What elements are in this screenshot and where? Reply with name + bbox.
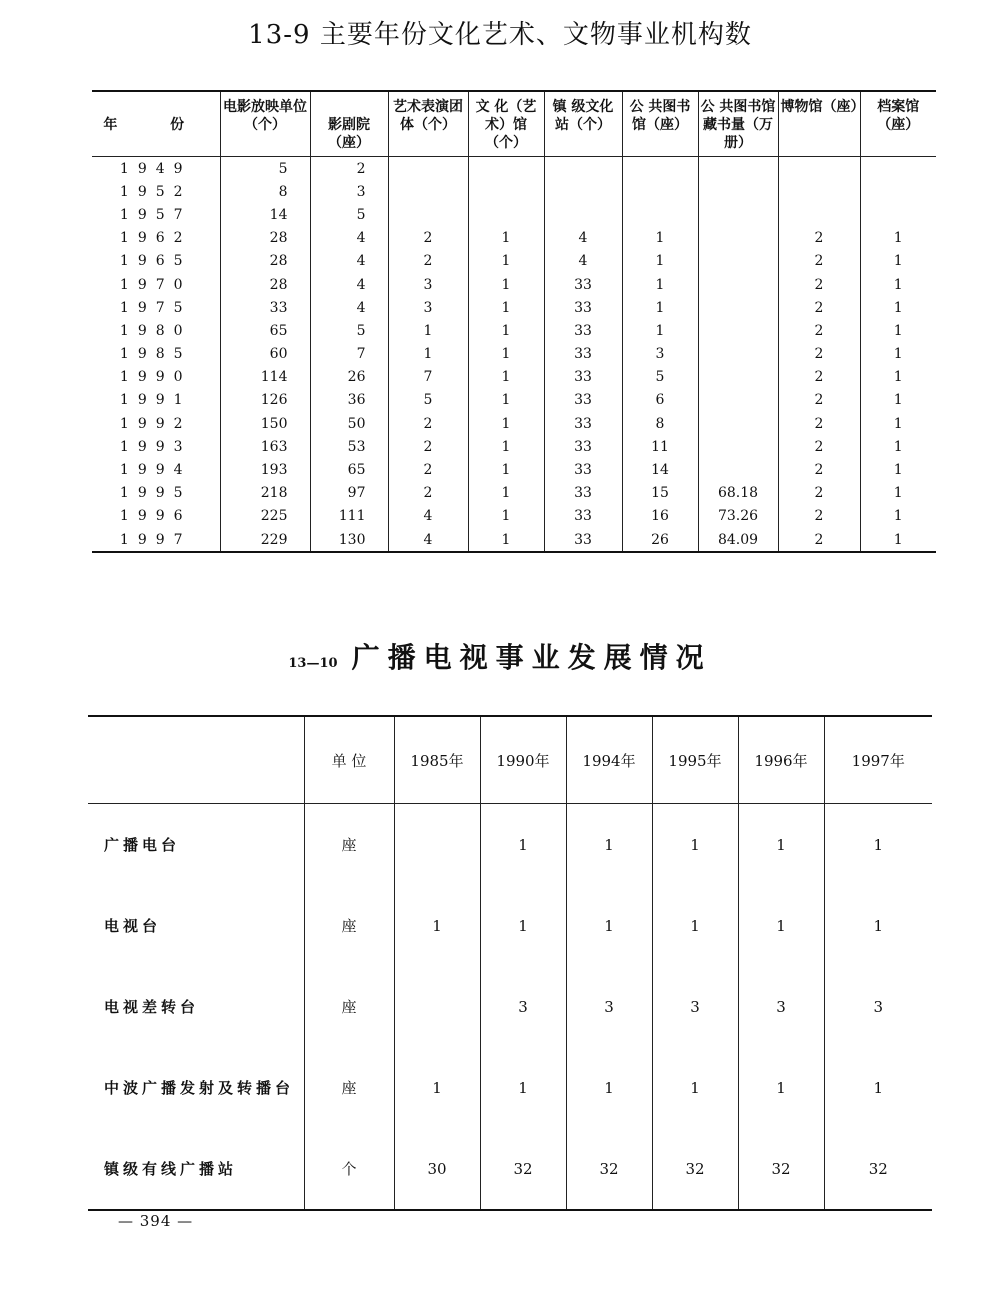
value-cell: 8	[622, 412, 698, 435]
value-cell: 2	[388, 227, 468, 250]
year-cell: 1957	[119, 206, 192, 223]
value-cell	[860, 157, 936, 181]
value-cell: 1	[860, 412, 936, 435]
value-cell: 2	[778, 412, 860, 435]
value-cell: 1	[468, 227, 544, 250]
value-cell: 65	[220, 319, 310, 342]
header-museum: 博物馆（座）	[778, 91, 860, 157]
value-cell: 33	[544, 319, 622, 342]
table1-title: 13-9 主要年份文化艺术、文物事业机构数	[248, 20, 752, 50]
value-cell	[468, 180, 544, 203]
value-cell: 1	[480, 885, 566, 966]
item-cell: 广播电台	[104, 836, 181, 854]
value-cell: 2	[778, 343, 860, 366]
value-cell: 30	[394, 1128, 480, 1210]
year-cell: 1993	[119, 438, 192, 455]
value-cell: 33	[544, 273, 622, 296]
table-row	[92, 227, 936, 250]
value-cell: 53	[310, 435, 388, 458]
table-row	[92, 343, 936, 366]
value-cell	[468, 157, 544, 181]
value-cell	[698, 250, 778, 273]
table-row	[88, 966, 932, 1047]
value-cell: 16	[622, 505, 698, 528]
value-cell: 1	[860, 505, 936, 528]
table-row	[92, 458, 936, 481]
value-cell: 1	[468, 296, 544, 319]
value-cell: 1	[566, 885, 652, 966]
unit-cell: 座	[304, 1047, 394, 1128]
page-number: — 394 —	[118, 1212, 194, 1230]
value-cell: 26	[310, 366, 388, 389]
item-cell: 电视差转台	[104, 998, 200, 1016]
value-cell	[544, 157, 622, 181]
value-cell: 150	[220, 412, 310, 435]
value-cell: 3	[622, 343, 698, 366]
table-row	[92, 273, 936, 296]
value-cell: 4	[544, 227, 622, 250]
header-1985: 1985年	[394, 716, 480, 804]
value-cell: 1	[738, 885, 824, 966]
value-cell	[544, 180, 622, 203]
header-cinema: 电影放映单位（个）	[220, 91, 310, 157]
year-cell: 1952	[119, 183, 192, 200]
value-cell	[388, 157, 468, 181]
value-cell: 7	[310, 343, 388, 366]
value-cell: 6	[622, 389, 698, 412]
value-cell: 1	[622, 273, 698, 296]
value-cell: 1	[388, 343, 468, 366]
value-cell: 33	[544, 435, 622, 458]
table-row	[92, 435, 936, 458]
value-cell: 1	[824, 1047, 932, 1128]
unit-cell: 座	[304, 885, 394, 966]
value-cell: 3	[824, 966, 932, 1047]
value-cell: 2	[388, 250, 468, 273]
value-cell: 2	[388, 412, 468, 435]
value-cell: 33	[544, 343, 622, 366]
value-cell: 111	[310, 505, 388, 528]
value-cell: 1	[860, 273, 936, 296]
year-cell: 1990	[119, 369, 192, 386]
value-cell: 26	[622, 528, 698, 552]
value-cell: 1	[468, 366, 544, 389]
value-cell	[698, 458, 778, 481]
value-cell	[698, 412, 778, 435]
table-row	[92, 528, 936, 552]
value-cell: 1	[566, 1047, 652, 1128]
value-cell: 36	[310, 389, 388, 412]
value-cell: 3	[480, 966, 566, 1047]
year-cell: 1992	[119, 415, 192, 432]
value-cell: 1	[468, 482, 544, 505]
value-cell: 1	[860, 250, 936, 273]
value-cell: 2	[778, 250, 860, 273]
value-cell: 5	[220, 157, 310, 181]
value-cell: 8	[220, 180, 310, 203]
value-cell	[394, 804, 480, 886]
value-cell: 3	[388, 296, 468, 319]
header-library: 公 共图书馆（座）	[622, 91, 698, 157]
value-cell: 3	[738, 966, 824, 1047]
value-cell: 3	[310, 180, 388, 203]
table-row	[92, 412, 936, 435]
value-cell: 2	[388, 482, 468, 505]
value-cell: 28	[220, 227, 310, 250]
header-culture-center: 文 化（艺术）馆（个）	[468, 91, 544, 157]
value-cell: 32	[652, 1128, 738, 1210]
value-cell: 32	[824, 1128, 932, 1210]
header-troupe: 艺术表演团体（个）	[388, 91, 468, 157]
value-cell: 193	[220, 458, 310, 481]
year-cell: 1995	[119, 485, 192, 502]
table-row	[88, 1047, 932, 1128]
value-cell: 2	[778, 458, 860, 481]
value-cell: 4	[310, 250, 388, 273]
value-cell: 1	[860, 528, 936, 552]
value-cell: 33	[544, 505, 622, 528]
header-item	[88, 716, 304, 804]
value-cell: 73.26	[698, 505, 778, 528]
value-cell: 1	[860, 435, 936, 458]
header-theater: 影剧院（座）	[310, 91, 388, 157]
value-cell: 1	[622, 227, 698, 250]
value-cell	[698, 273, 778, 296]
value-cell: 33	[544, 366, 622, 389]
value-cell: 1	[738, 1047, 824, 1128]
value-cell	[544, 203, 622, 226]
value-cell: 229	[220, 528, 310, 552]
year-cell: 1949	[119, 160, 192, 177]
value-cell: 2	[778, 366, 860, 389]
value-cell: 1	[566, 804, 652, 886]
table-row	[92, 505, 936, 528]
value-cell: 5	[622, 366, 698, 389]
value-cell	[778, 203, 860, 226]
header-1995: 1995年	[652, 716, 738, 804]
value-cell: 1	[622, 319, 698, 342]
value-cell	[388, 203, 468, 226]
value-cell: 2	[778, 273, 860, 296]
value-cell	[698, 319, 778, 342]
value-cell	[388, 180, 468, 203]
value-cell	[698, 366, 778, 389]
value-cell	[698, 343, 778, 366]
value-cell: 163	[220, 435, 310, 458]
table-row	[92, 203, 936, 226]
culture-institutions-table	[92, 90, 936, 553]
value-cell	[778, 180, 860, 203]
value-cell: 2	[310, 157, 388, 181]
year-cell: 1994	[119, 462, 192, 479]
table-row	[92, 180, 936, 203]
table-row	[92, 157, 936, 181]
broadcast-tv-table	[88, 715, 932, 1211]
value-cell: 97	[310, 482, 388, 505]
value-cell: 14	[220, 203, 310, 226]
value-cell: 4	[544, 250, 622, 273]
value-cell: 33	[544, 389, 622, 412]
value-cell: 32	[738, 1128, 824, 1210]
value-cell: 5	[310, 203, 388, 226]
value-cell: 114	[220, 366, 310, 389]
value-cell: 68.18	[698, 482, 778, 505]
value-cell: 126	[220, 389, 310, 412]
value-cell: 225	[220, 505, 310, 528]
value-cell: 1	[860, 389, 936, 412]
value-cell: 3	[652, 966, 738, 1047]
value-cell	[622, 203, 698, 226]
value-cell	[698, 180, 778, 203]
value-cell: 2	[778, 435, 860, 458]
value-cell: 28	[220, 273, 310, 296]
value-cell: 84.09	[698, 528, 778, 552]
table2-title	[0, 636, 1000, 676]
value-cell	[622, 180, 698, 203]
value-cell	[468, 203, 544, 226]
value-cell	[698, 227, 778, 250]
table-row	[92, 319, 936, 342]
value-cell: 1	[824, 885, 932, 966]
unit-cell: 座	[304, 804, 394, 886]
header-unit: 单 位	[304, 716, 394, 804]
value-cell: 7	[388, 366, 468, 389]
value-cell: 1	[860, 319, 936, 342]
value-cell: 4	[388, 528, 468, 552]
value-cell: 15	[622, 482, 698, 505]
year-cell: 1991	[119, 392, 192, 409]
year-cell: 1997	[92, 528, 220, 552]
value-cell: 1	[824, 804, 932, 886]
table-row	[92, 482, 936, 505]
year-cell: 1996	[119, 508, 192, 525]
value-cell: 2	[778, 528, 860, 552]
value-cell: 1	[622, 296, 698, 319]
item-cell: 中波广播发射及转播台	[104, 1079, 295, 1097]
header-year: 年 份	[92, 91, 220, 157]
value-cell: 130	[310, 528, 388, 552]
value-cell: 4	[310, 227, 388, 250]
value-cell: 1	[480, 1047, 566, 1128]
table-row	[92, 389, 936, 412]
value-cell: 11	[622, 435, 698, 458]
value-cell: 1	[652, 1047, 738, 1128]
value-cell	[778, 157, 860, 181]
item-cell: 镇级有线广播站	[88, 1128, 304, 1210]
value-cell	[698, 296, 778, 319]
table2-number: 13—10	[288, 656, 338, 671]
value-cell: 1	[480, 804, 566, 886]
table-row	[92, 250, 936, 273]
value-cell: 2	[778, 227, 860, 250]
year-cell: 1965	[119, 253, 192, 270]
value-cell: 1	[468, 435, 544, 458]
header-books: 公 共图书馆藏书量（万册）	[698, 91, 778, 157]
value-cell: 1	[468, 505, 544, 528]
value-cell: 2	[778, 505, 860, 528]
value-cell: 1	[468, 319, 544, 342]
value-cell: 1	[860, 343, 936, 366]
value-cell: 1	[468, 458, 544, 481]
value-cell	[622, 157, 698, 181]
table-row	[92, 296, 936, 319]
header-1990: 1990年	[480, 716, 566, 804]
value-cell: 60	[220, 343, 310, 366]
value-cell: 14	[622, 458, 698, 481]
value-cell: 33	[544, 296, 622, 319]
header-town-station: 镇 级文化站（个）	[544, 91, 622, 157]
value-cell: 32	[480, 1128, 566, 1210]
value-cell: 1	[468, 273, 544, 296]
value-cell: 33	[544, 482, 622, 505]
unit-cell: 个	[304, 1128, 394, 1210]
year-cell: 1980	[119, 322, 192, 339]
value-cell	[698, 203, 778, 226]
value-cell: 2	[388, 458, 468, 481]
value-cell: 33	[220, 296, 310, 319]
value-cell: 32	[566, 1128, 652, 1210]
value-cell: 1	[652, 804, 738, 886]
header-1994: 1994年	[566, 716, 652, 804]
value-cell: 218	[220, 482, 310, 505]
value-cell: 1	[394, 1047, 480, 1128]
table-row	[92, 366, 936, 389]
value-cell	[698, 157, 778, 181]
value-cell: 1	[468, 528, 544, 552]
table2-title-text: 广播电视事业发展情况	[351, 641, 712, 674]
year-cell: 1962	[119, 230, 192, 247]
table-row	[88, 885, 932, 966]
value-cell: 2	[778, 319, 860, 342]
value-cell: 4	[310, 273, 388, 296]
value-cell: 1	[860, 366, 936, 389]
value-cell: 1	[388, 319, 468, 342]
value-cell	[698, 435, 778, 458]
value-cell	[394, 966, 480, 1047]
value-cell: 28	[220, 250, 310, 273]
header-1997: 1997年	[824, 716, 932, 804]
value-cell: 2	[388, 435, 468, 458]
year-cell: 1985	[119, 346, 192, 363]
value-cell	[698, 389, 778, 412]
table-row	[88, 1128, 932, 1210]
header-archive: 档案馆（座）	[860, 91, 936, 157]
value-cell: 33	[544, 412, 622, 435]
value-cell: 33	[544, 458, 622, 481]
value-cell: 1	[860, 482, 936, 505]
value-cell: 4	[388, 505, 468, 528]
header-1996: 1996年	[738, 716, 824, 804]
value-cell: 3	[388, 273, 468, 296]
value-cell: 4	[310, 296, 388, 319]
unit-cell: 座	[304, 966, 394, 1047]
value-cell: 3	[566, 966, 652, 1047]
value-cell: 2	[778, 482, 860, 505]
year-cell: 1975	[119, 299, 192, 316]
value-cell: 1	[468, 250, 544, 273]
value-cell: 2	[778, 296, 860, 319]
value-cell: 1	[468, 343, 544, 366]
value-cell: 50	[310, 412, 388, 435]
value-cell	[860, 180, 936, 203]
value-cell: 1	[622, 250, 698, 273]
item-cell: 电视台	[104, 917, 162, 935]
value-cell: 65	[310, 458, 388, 481]
value-cell: 1	[738, 804, 824, 886]
table-row	[88, 804, 932, 886]
value-cell: 2	[778, 389, 860, 412]
value-cell: 1	[394, 885, 480, 966]
value-cell: 33	[544, 528, 622, 552]
value-cell: 5	[310, 319, 388, 342]
value-cell: 5	[388, 389, 468, 412]
value-cell: 1	[860, 227, 936, 250]
value-cell	[860, 203, 936, 226]
value-cell: 1	[860, 458, 936, 481]
value-cell: 1	[468, 389, 544, 412]
value-cell: 1	[468, 412, 544, 435]
year-cell: 1970	[119, 276, 192, 293]
value-cell: 1	[652, 885, 738, 966]
value-cell: 1	[860, 296, 936, 319]
